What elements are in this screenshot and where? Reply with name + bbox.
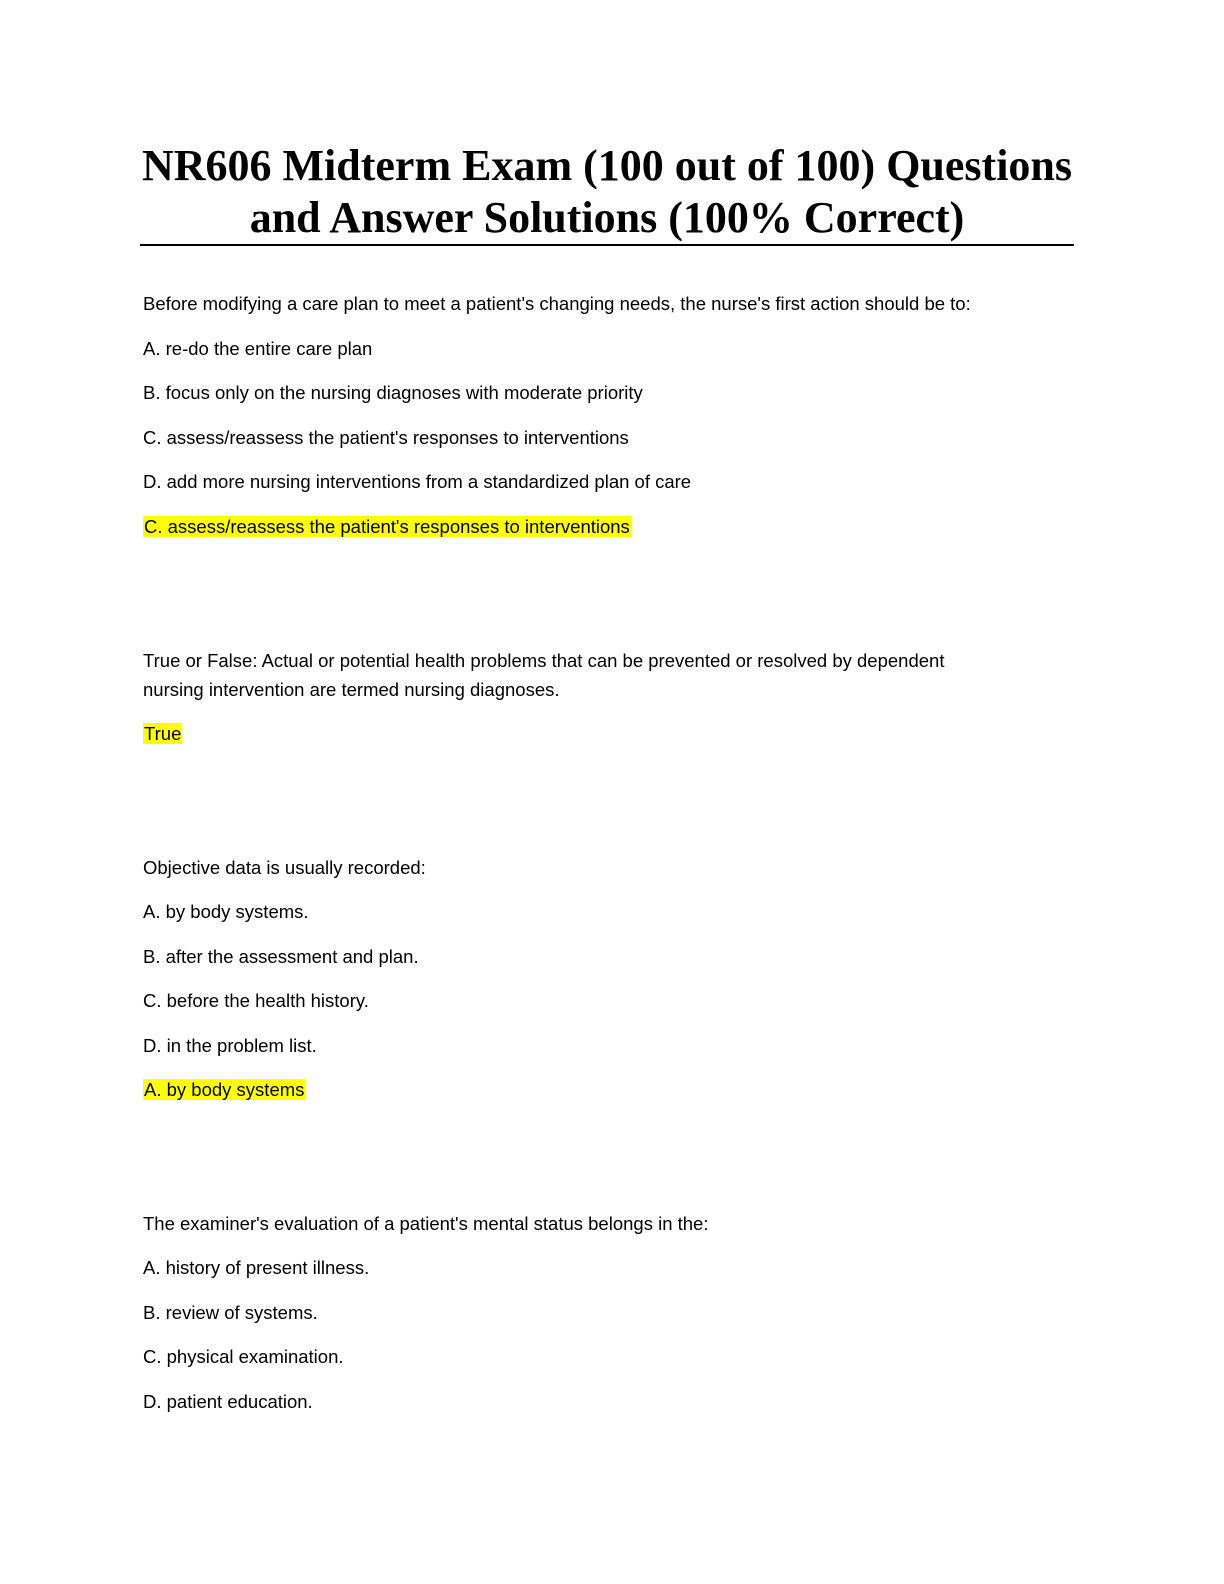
question-1-answer [143,512,631,541]
question-3-answer [143,1075,305,1104]
question-2-prompt-line-2: nursing intervention are termed nursing diagnoses. [143,679,560,700]
question-4-option-a: A. history of present illness. [143,1257,370,1278]
question-2-answer-highlight: True [144,723,182,744]
question-2-prompt-line-1: True or False: Actual or potential health problems that can be prevented or resolved by dependent [143,650,945,671]
question-3-option-b: B. after the assessment and plan. [143,946,419,967]
question-1-option-c: C. assess/reassess the patient's responses to interventions [143,427,629,448]
question-1-option-a: A. re-do the entire care plan [143,338,373,359]
question-4-option-b: B. review of systems. [143,1302,318,1323]
question-2-answer [143,719,182,748]
question-3-option-c: C. before the health history. [143,990,369,1011]
question-3-prompt: Objective data is usually recorded: [143,857,426,878]
question-3-answer-highlight: A. by body systems [144,1079,305,1100]
question-1-answer-highlight: C. assess/reassess the patient's responses to interventions [144,516,630,537]
question-1-prompt: Before modifying a care plan to meet a patient's changing needs, the nurse's first action should be to: [143,293,971,314]
question-4-prompt: The examiner's evaluation of a patient's mental status belongs in the: [143,1213,709,1234]
question-3-option-d: D. in the problem list. [143,1035,317,1056]
question-3-option-a: A. by body systems. [143,901,309,922]
document-title: NR606 Midterm Exam (100 out of 100) Questions and Answer Solutions (100% Correct) [141,141,1073,242]
question-1-option-d: D. add more nursing interventions from a standardized plan of care [143,471,692,492]
question-4-option-d: D. patient education. [143,1391,313,1412]
question-4-option-c: C. physical examination. [143,1346,344,1367]
title-underline [140,244,1074,246]
question-1-option-b: B. focus only on the nursing diagnoses with moderate priority [143,382,643,403]
